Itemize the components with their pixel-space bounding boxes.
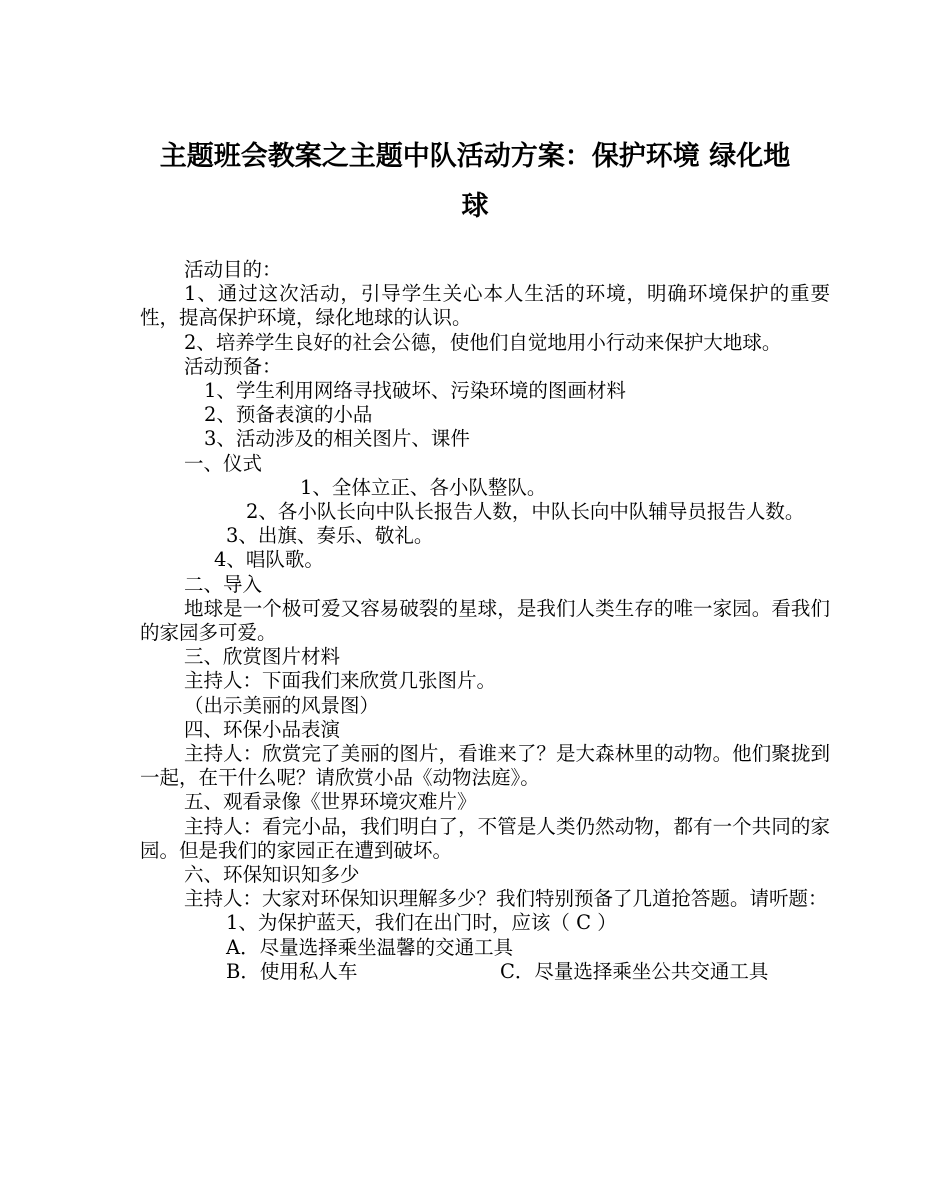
paragraph: 主持人：下面我们来欣赏几张图片。: [184, 669, 497, 693]
paragraph: 3、出旗、奏乐、敬礼。: [226, 524, 434, 548]
quiz-options-row: [140, 960, 830, 984]
document-title: [100, 132, 850, 232]
paragraph: 2、培养学生良好的社会公德，使他们自觉地用小行动来保护大地球。: [184, 330, 782, 354]
paragraph: 2、预备表演的小品: [204, 403, 373, 427]
paragraph: 2、各小队长向中队长报告人数，中队长向中队辅导员报告人数。: [246, 500, 805, 524]
quiz-option: B．使用私人车: [226, 959, 358, 983]
paragraph: 地球是一个极可爱又容易破裂的星球，是我们人类生存的唯一家园。看我们的家园多可爱。: [140, 596, 830, 645]
paragraph: 一、仪式: [184, 451, 263, 475]
paragraph: 活动预备：: [184, 354, 282, 378]
quiz-option: C．尽量选择乘坐公共交通工具: [500, 959, 769, 983]
paragraph: 4、唱队歌。: [214, 548, 324, 572]
paragraph: 3、活动涉及的相关图片、课件: [204, 427, 470, 451]
paragraph: 1、通过这次活动，引导学生关心本人生活的环境，明确环境保护的重要性，提高保护环境，绿化地球的认识。: [140, 282, 830, 330]
title-line-2: 球: [461, 191, 489, 222]
paragraph: 主持人：看完小品，我们明白了，不管是人类仍然动物，都有一个共同的家园。但是我们的家园正在遭到破坏。: [140, 814, 830, 862]
paragraph: 1、全体立正、各小队整队。: [300, 475, 547, 499]
paragraph: 六、环保知识知多少: [184, 863, 360, 887]
paragraph: 四、环保小品表演: [184, 717, 341, 741]
quiz-question: 1、为保护蓝天，我们在出门时，应该（ C ）: [226, 911, 617, 935]
paragraph: （出示美丽的风景图）: [184, 693, 380, 717]
paragraph: 三、欣赏图片材料: [184, 645, 341, 669]
paragraph: 主持人：欣赏完了美丽的图片，看谁来了？是大森林里的动物。他们聚拢到一起，在干什么呢？请欣赏小品《动物法庭》。: [140, 742, 830, 790]
title-line-1: 主题班会教案之主题中队活动方案：保护环境 绿化地: [159, 141, 791, 172]
quiz-option: A．尽量选择乘坐温馨的交通工具: [226, 935, 514, 959]
paragraph: 活动目的：: [184, 258, 282, 281]
paragraph: 五、观看录像《世界环境灾难片》: [184, 790, 477, 814]
paragraph: 1、学生利用网络寻找破坏、污染环境的图画材料: [204, 379, 626, 403]
document-body: [140, 258, 830, 984]
paragraph: 二、导入: [184, 572, 263, 596]
paragraph: 主持人：大家对环保知识理解多少？我们特别预备了几道抢答题。请听题：: [184, 887, 828, 911]
